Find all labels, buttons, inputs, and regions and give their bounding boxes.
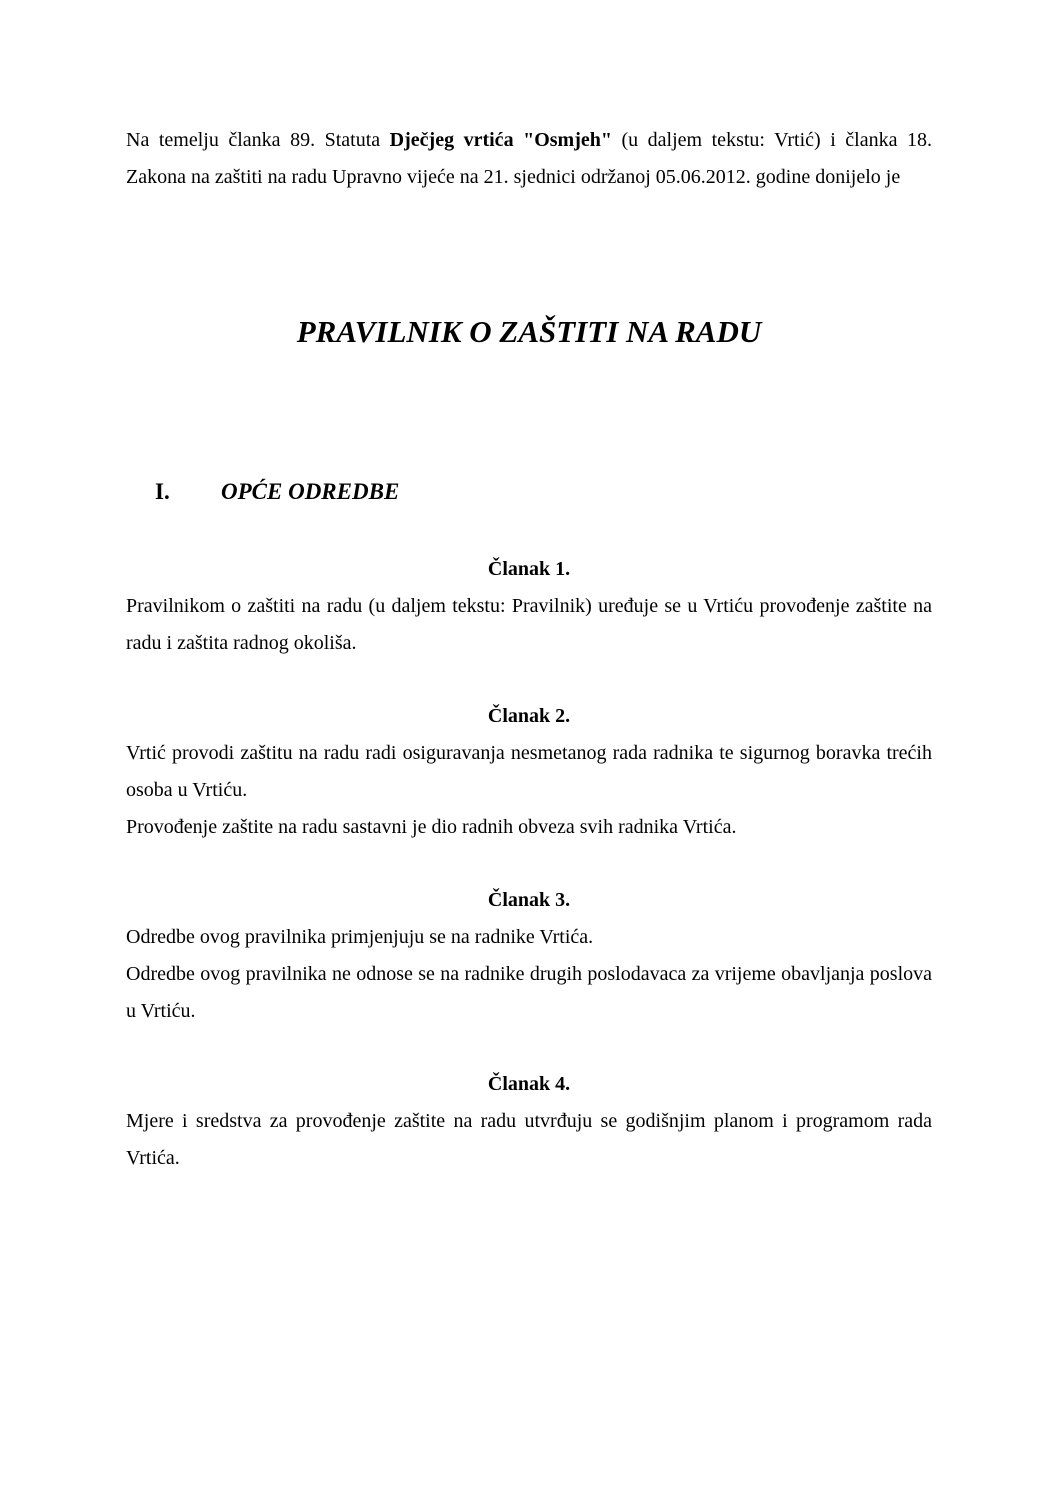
article-heading: Članak 1. xyxy=(487,558,571,580)
article-1 xyxy=(126,551,932,662)
article-heading: Članak 2. xyxy=(487,705,571,727)
article-paragraph: Mjere i sredstva za provođenje zaštite na radu utvrđuju se godišnjim planom i programom rada Vrtića. xyxy=(126,1110,932,1169)
institution-name: Dječjeg vrtića "Osmjeh" xyxy=(389,129,612,151)
article-heading: Članak 4. xyxy=(487,1073,571,1095)
article-heading: Članak 3. xyxy=(487,889,571,911)
article-4 xyxy=(126,1066,932,1177)
intro-text-before: Na temelju članka 89. Statuta xyxy=(126,129,390,151)
section-title: OPĆE ODREDBE xyxy=(221,479,400,504)
intro-block xyxy=(126,122,932,196)
intro-paragraph xyxy=(126,122,932,196)
intro-text-after: (u daljem tekstu: Vrtić) i članka 18. Zakona na zaštiti na radu Upravno vijeće na 21. sjednici održanoj 05.06.2012. godine donijelo je xyxy=(126,129,932,188)
articles-list xyxy=(126,551,932,1177)
article-paragraph: Odredbe ovog pravilnika ne odnose se na radnike drugih poslodavaca za vrijeme obavljanja poslova u Vrtiću. xyxy=(126,963,932,1022)
article-3 xyxy=(126,882,932,1030)
document-title: PRAVILNIK O ZAŠTITI NA RADU xyxy=(296,314,762,349)
section-number: I. xyxy=(155,479,170,504)
section-heading xyxy=(155,474,399,510)
article-2 xyxy=(126,698,932,846)
article-paragraph: Provođenje zaštite na radu sastavni je dio radnih obveza svih radnika Vrtića. xyxy=(126,816,737,838)
article-paragraph: Odredbe ovog pravilnika primjenjuju se na radnike Vrtića. xyxy=(126,926,594,948)
article-paragraph: Vrtić provodi zaštitu na radu radi osiguravanja nesmetanog rada radnika te sigurnog boravka trećih osoba u Vrtiću. xyxy=(126,742,932,801)
article-paragraph: Pravilnikom o zaštiti na radu (u daljem tekstu: Pravilnik) uređuje se u Vrtiću provođenje zaštite na radu i zaštita radnog okoliša. xyxy=(126,595,932,654)
